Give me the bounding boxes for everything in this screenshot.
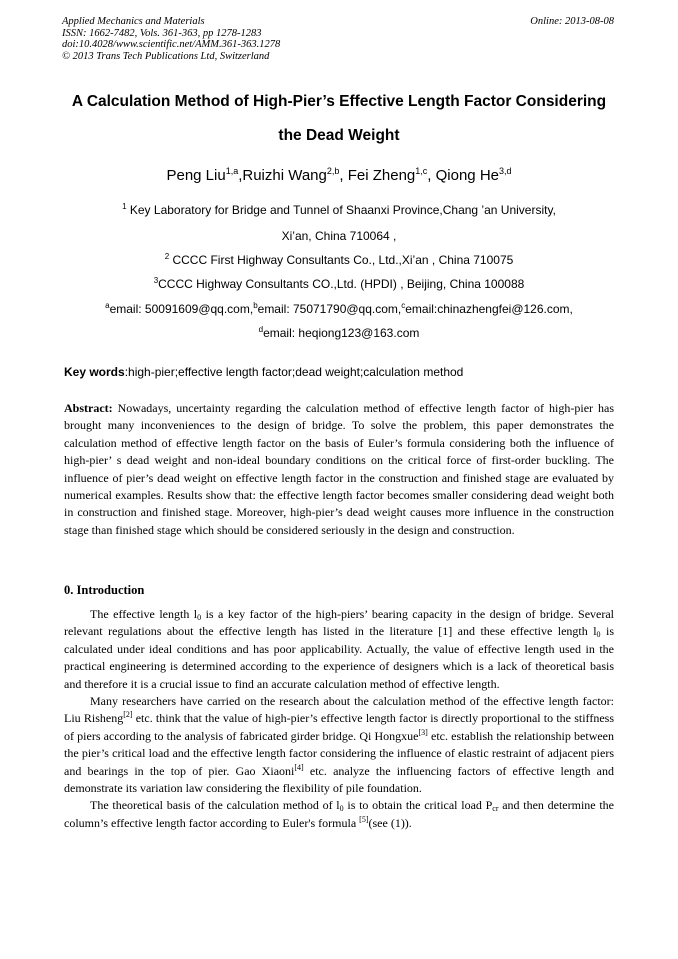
- email-b[interactable]: email: 75071790@qq.com,: [257, 302, 402, 316]
- paper-title-line-1: A Calculation Method of High-Pier’s Effective Length Factor Considering: [71, 93, 607, 110]
- citation-3[interactable]: [3]: [418, 727, 428, 737]
- author-sup: 1,c: [415, 166, 428, 176]
- section-heading-introduction: 0. Introduction: [64, 583, 145, 597]
- author-name: Qiong He: [435, 167, 499, 184]
- keywords-label: Key words: [64, 365, 125, 379]
- doi-line[interactable]: doi:10.4028/www.scientific.net/AMM.361-363.1278: [62, 39, 281, 50]
- author-name: Ruizhi Wang: [242, 167, 327, 184]
- affiliation-1-line-1: $^1$ Key Laboratory for Bridge and Tunnel of Shaanxi Province,Chang ’an University,: [122, 202, 556, 217]
- email-a[interactable]: email: 50091609@qq.com,: [109, 302, 254, 316]
- citation-2[interactable]: [2]: [123, 710, 133, 720]
- affiliation-1-line-2: Xi’an, China 710064 ,: [281, 229, 397, 243]
- paper-title-line-2: the Dead Weight: [278, 127, 400, 144]
- intro-paragraph-2: Many researchers have carried on the research about the calculation method of the effective length factor: Liu Risheng[2] etc. think that the value of high-pier’s effective length factor is directly proportional to the stiffness of piers according to the analysis of fabricated girder bridge. Qi Hongxue[3] etc. establish the relationship between the pier’s critical load and the effective length factor considering the influence of elastic restraint of adjacent piers and bearings in the top of pier. Gao Xiaoni[4] etc. analyze the influencing factors of effective length and demonstrate its variation law considering the flexibility of pile foundation.: [64, 694, 615, 796]
- abstract: [64, 400, 614, 539]
- abstract-label: Abstract:: [64, 401, 113, 415]
- introduction-body: [64, 606, 614, 832]
- copyright-line: © 2013 Trans Tech Publications Ltd, Switzerland: [62, 50, 270, 62]
- affiliation-2: $^2$ CCCC First Highway Consultants Co., Ltd.,Xi’an , China 710075: [164, 252, 514, 267]
- author-list: Peng Liu$^{1,a}$,Ruizhi Wang$^{2,b}$, Fei Zheng$^{1,c}$, Qiong He$^{3,d}$: [166, 166, 512, 184]
- intro-paragraph-3: The theoretical basis of the calculation method of $l_0$ is to obtain the critical load $P_{cr}$ and then determine the column’s effective length factor according to Euler's formula [5](see (1)).: [64, 798, 615, 830]
- journal-header: [62, 16, 280, 62]
- author-sup: 1,a: [225, 166, 239, 176]
- email-d[interactable]: email: heqiong123@163.com: [263, 326, 420, 340]
- journal-name: Applied Mechanics and Materials: [62, 16, 205, 27]
- citation-4[interactable]: [4]: [294, 762, 304, 772]
- abstract-text: Nowadays, uncertainty regarding the calculation method of effective length factor of high-pier has brought many inconveniences to the design of bridge. To solve the problem, this paper demonstrates the calculation method of effective length factor on the basis of Euler’s formula considering both the influence of high-pier’ s dead weight and non-ideal boundary conditions on the critical force of first-order buckling. The influence of pier’s dead weight on effective length factor in the construction and finished stage are evaluated by numerical examples. Results show that: the effective length factor becomes smaller considering dead weight both in construction and finished stage. Moreover, high-pier’s dead weight causes more influence in the construction stage than finished stage which should be considered seriously in the design and construction.: [64, 401, 614, 537]
- author-name: Peng Liu: [166, 167, 226, 184]
- intro-paragraph-1: The effective length $l_0$ is a key factor of the high-piers’ bearing capacity in the design of bridge. Several relevant regulations about the effective length has listed in the literature [1] and these effective length $l_0$ is calculated under ideal conditions and has poor applicability. Actually, the value of effective length used in the practical engineering is determined according to the experience of designers which is a lack of theoretical basis and therefore it is a crucial issue to find an accurate calculation method of effective length.: [64, 607, 615, 691]
- citation-5[interactable]: [5]: [359, 814, 369, 824]
- email-line-2: $^d$email: heqiong123@163.com: [258, 325, 420, 340]
- keywords: [64, 364, 463, 380]
- keywords-text: :high-pier;effective length factor;dead weight;calculation method: [124, 365, 464, 379]
- author-sup: 2,b: [326, 166, 340, 176]
- affiliation-3: $^3$CCCC Highway Consultants CO.,Ltd. (HPDI) , Beijing, China 100088: [153, 276, 525, 291]
- author-name: Fei Zheng: [347, 167, 416, 184]
- online-date: Online: 2013-08-08: [530, 16, 614, 27]
- email-c[interactable]: email:chinazhengfei@126.com,: [405, 302, 573, 316]
- email-line-1: $^a$email: 50091609@qq.com,$^b$email: 75071790@qq.com,$^c$email:chinazhengfei@126.com,: [105, 301, 573, 316]
- issn-line: ISSN: 1662-7482, Vols. 361-363, pp 1278-1283: [62, 27, 262, 39]
- author-sup: 3,d: [499, 166, 512, 176]
